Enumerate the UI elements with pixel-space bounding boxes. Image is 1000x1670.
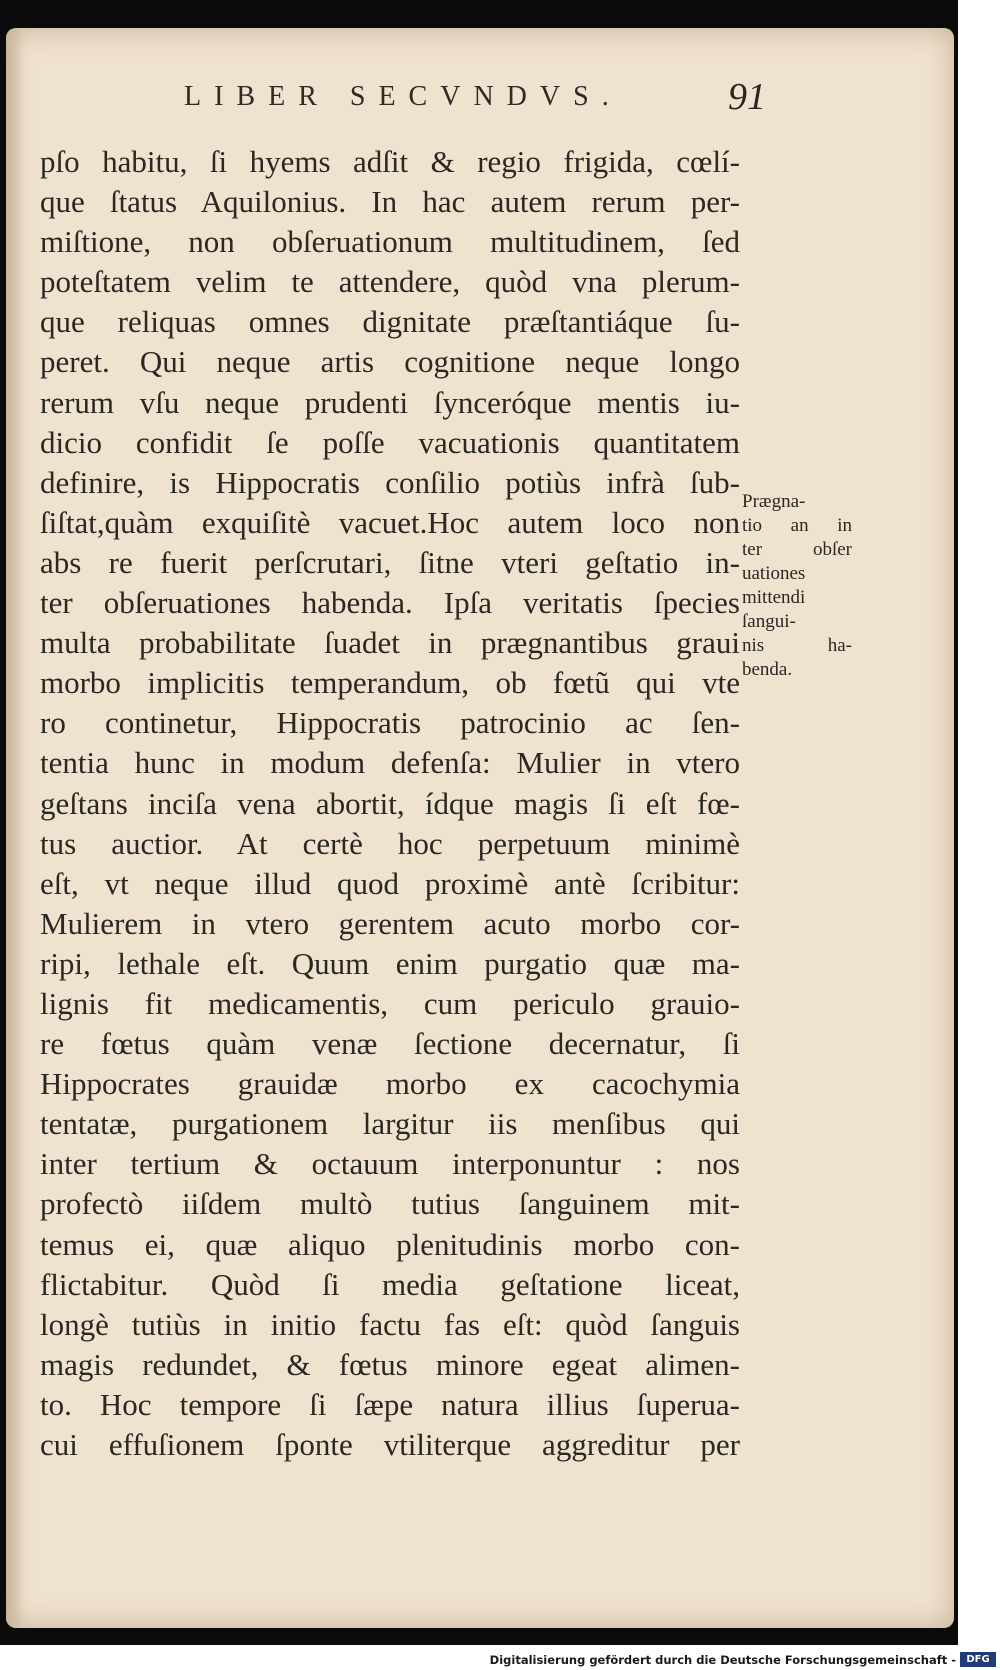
- text-line: definire, is Hippocratis conſilio potiùs infrà ſub-: [40, 464, 740, 500]
- text-line: morbo implicitis temperandum, ob fœtũ qui vte: [40, 665, 740, 701]
- text-line: rerum vſu neque prudenti ſynceróque mentis iu-: [40, 384, 740, 420]
- text-line: to. Hoc tempore ſi ſæpe natura illius ſuperua-: [40, 1386, 740, 1422]
- text-line: inter tertium & octauum interponuntur : nos: [40, 1146, 740, 1182]
- page-gutter-shadow: [6, 28, 24, 1628]
- text-line: que ſtatus Aquilonius. In hac autem rerum per-: [40, 184, 740, 220]
- marginal-note-line: ſangui-: [742, 611, 796, 632]
- marginal-note-line: benda.: [742, 659, 793, 680]
- text-line: eſt, vt neque illud quod proximè antè ſcribitur:: [40, 865, 740, 901]
- text-line: ter obſeruationes habenda. Ipſa veritatis ſpecies: [40, 585, 740, 621]
- text-line: tentatæ, purgationem largitur iis menſibus qui: [40, 1106, 740, 1142]
- text-line: ſiſtat,quàm exquiſitè vacuet.Hoc autem loco non: [40, 504, 740, 540]
- page-number: 91: [728, 76, 766, 118]
- text-line: ripi, lethale eſt. Quum enim purgatio quæ ma-: [40, 945, 740, 981]
- text-line: ro continetur, Hippocratis patrocinio ac ſen-: [40, 705, 740, 741]
- marginal-note-line: nis ha-: [742, 635, 852, 656]
- digitization-credit: Digitalisierung gefördert durch die Deutsche Forschungsgemeinschaft -: [489, 1653, 956, 1667]
- text-line: tus auctior. At certè hoc perpetuum minimè: [40, 825, 740, 861]
- marginal-note-line: uationes: [742, 563, 806, 584]
- running-head: LIBER SECVNDVS.: [184, 81, 622, 112]
- text-line: temus ei, quæ aliquo plenitudinis morbo con-: [40, 1226, 740, 1262]
- page-header: [184, 76, 844, 121]
- text-line: poteſtatem velim te attendere, quòd vna plerum-: [40, 264, 740, 300]
- marginal-note: [742, 490, 852, 682]
- marginal-note-line: ter obſer: [742, 539, 852, 560]
- text-line: peret. Qui neque artis cognitione neque longo: [40, 344, 740, 380]
- text-line: que reliquas omnes dignitate præſtantiáque ſu-: [40, 304, 740, 340]
- text-line: longè tutiùs in initio factu fas eſt: quòd ſanguis: [40, 1306, 740, 1342]
- text-line: multa probabilitate ſuadet in prægnantibus graui: [40, 625, 740, 661]
- text-line: Hippocrates grauidæ morbo ex cacochymia: [40, 1066, 740, 1102]
- text-line: Mulierem in vtero gerentem acuto morbo cor-: [40, 905, 740, 941]
- text-line: geſtans inciſa vena abortit, ídque magis ſi eſt fœ-: [40, 785, 740, 821]
- text-line: flictabitur. Quòd ſi media geſtatione liceat,: [40, 1266, 740, 1302]
- text-line: re fœtus quàm venæ ſectione decernatur, ſi: [40, 1026, 740, 1062]
- dfg-logo: DFG: [960, 1652, 996, 1667]
- text-line: cui effuſionem ſponte vtiliterque aggreditur per: [40, 1427, 740, 1462]
- text-line: lignis fit medicamentis, cum periculo grauio-: [40, 985, 740, 1021]
- text-line: abs re fuerit perſcrutari, ſitne vteri geſtatio in-: [40, 544, 740, 580]
- text-line: tentia hunc in modum defenſa: Mulier in vtero: [40, 745, 740, 781]
- text-line: pſo habitu, ſi hyems adſit & regio frigida, cœlí-: [40, 144, 740, 179]
- text-line: magis redundet, & fœtus minore egeat alimen-: [40, 1346, 740, 1382]
- text-line: miſtione, non obſeruationum multitudinem, ſed: [40, 224, 740, 260]
- marginal-note-line: Prægna-: [742, 491, 806, 512]
- body-text: [40, 142, 740, 1465]
- marginal-note-line: mittendi: [742, 587, 806, 608]
- text-line: dicio confidit ſe poſſe vacuationis quantitatem: [40, 424, 740, 460]
- text-line: profectò iiſdem multò tutius ſanguinem mit-: [40, 1186, 740, 1222]
- marginal-note-line: tio an in: [742, 515, 852, 536]
